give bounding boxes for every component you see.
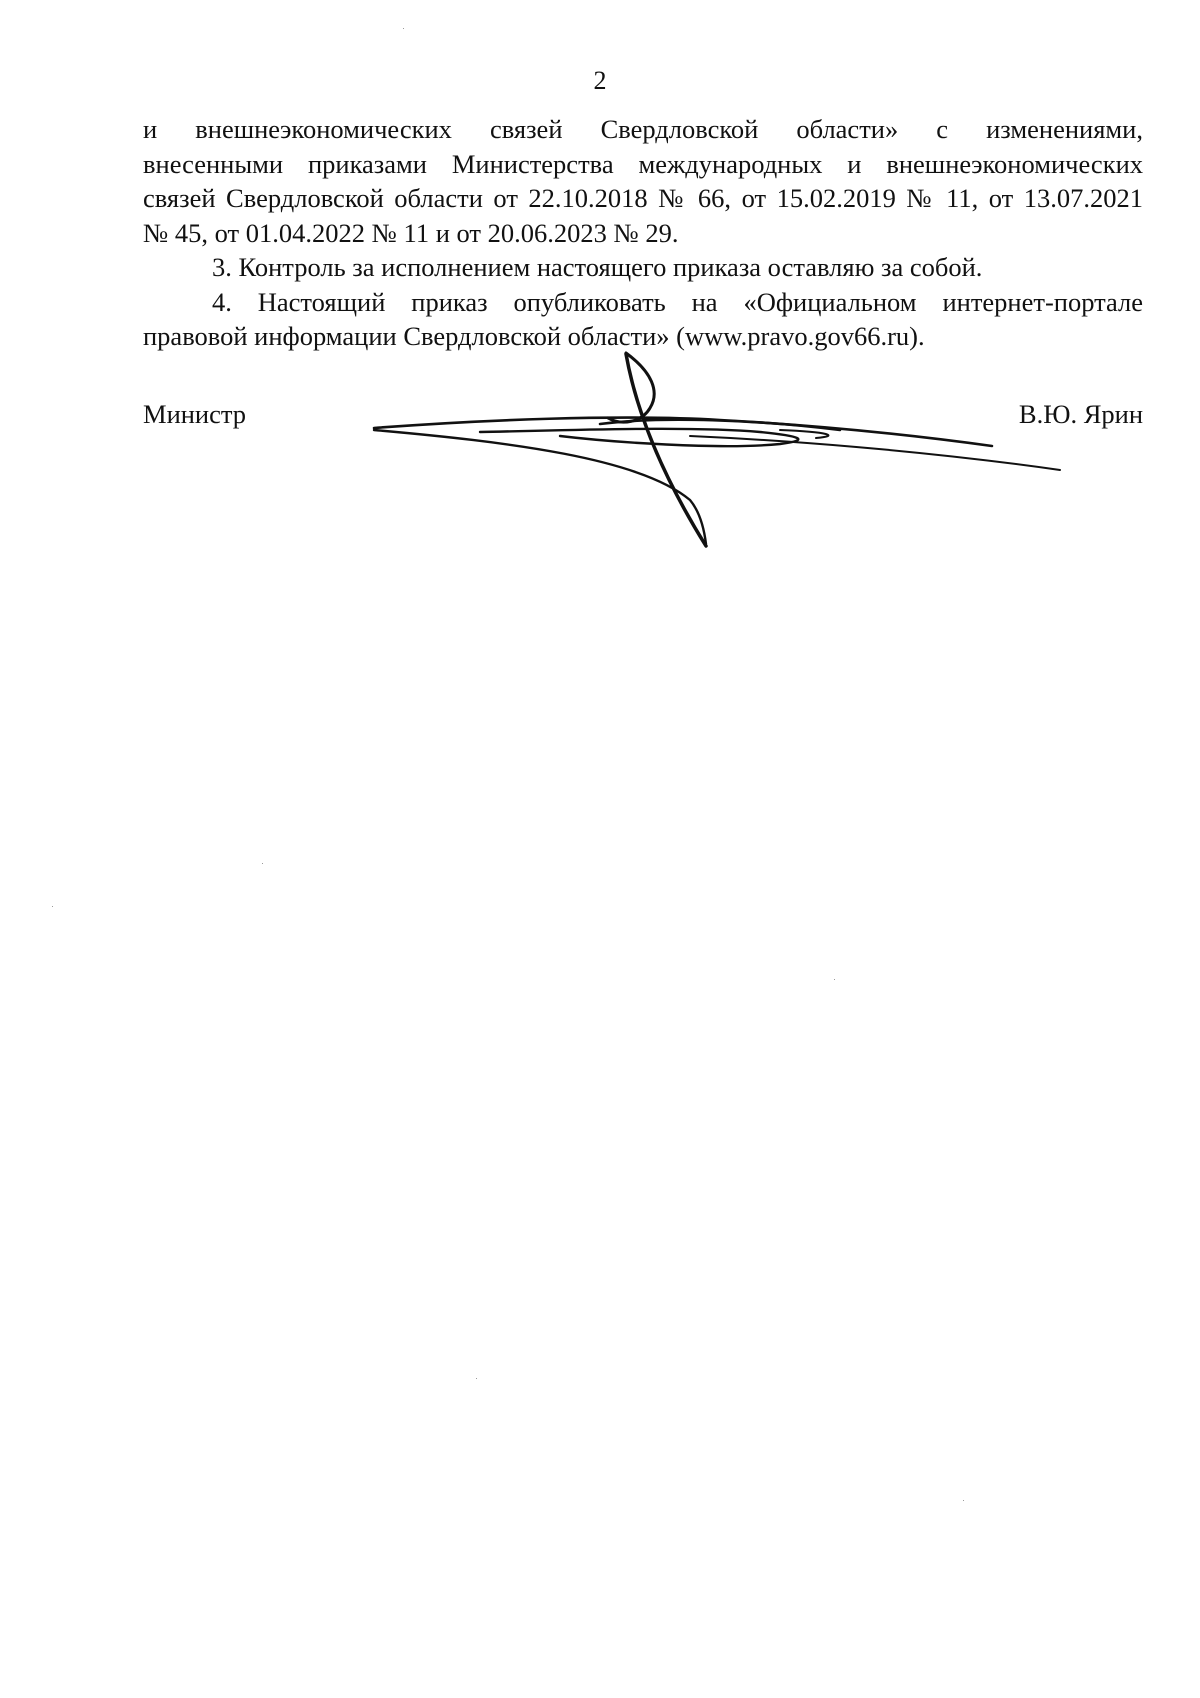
page-number: 2 [593, 66, 607, 95]
scan-speck [262, 863, 263, 864]
paragraph-continuation [143, 112, 1143, 250]
signer-name: В.Ю. Ярин [1018, 399, 1143, 429]
scan-speck [963, 1500, 964, 1501]
paragraph-item-4 [143, 285, 1143, 354]
paragraph-item-3: 3. Контроль за исполнением настоящего приказа оставляю за собой. [212, 252, 983, 282]
signer-position: Министр [143, 399, 247, 429]
text-line: правовой информации Свердловской области» (www.pravo.gov66.ru). [143, 321, 925, 351]
text-line: № 45, от 01.04.2022 № 11 и от 20.06.2023 № 29. [143, 217, 679, 248]
scan-speck [403, 28, 404, 29]
text-line: 4. Настоящий приказ опубликовать на «Официальном интернет-портале [212, 286, 1143, 317]
handwritten-signature-icon [360, 350, 1080, 560]
text-line: и внешнеэкономических связей Свердловской области» с изменениями, [143, 114, 1143, 144]
text-line: связей Свердловской области от 22.10.2018 № 66, от 15.02.2019 № 11, от 13.07.2021 [143, 183, 1143, 213]
scan-speck [834, 979, 835, 980]
scan-speck [52, 906, 53, 907]
scan-speck [476, 1378, 477, 1379]
text-line: внесенными приказами Министерства международных и внешнеэкономических [143, 148, 1143, 179]
document-body [143, 112, 1143, 354]
